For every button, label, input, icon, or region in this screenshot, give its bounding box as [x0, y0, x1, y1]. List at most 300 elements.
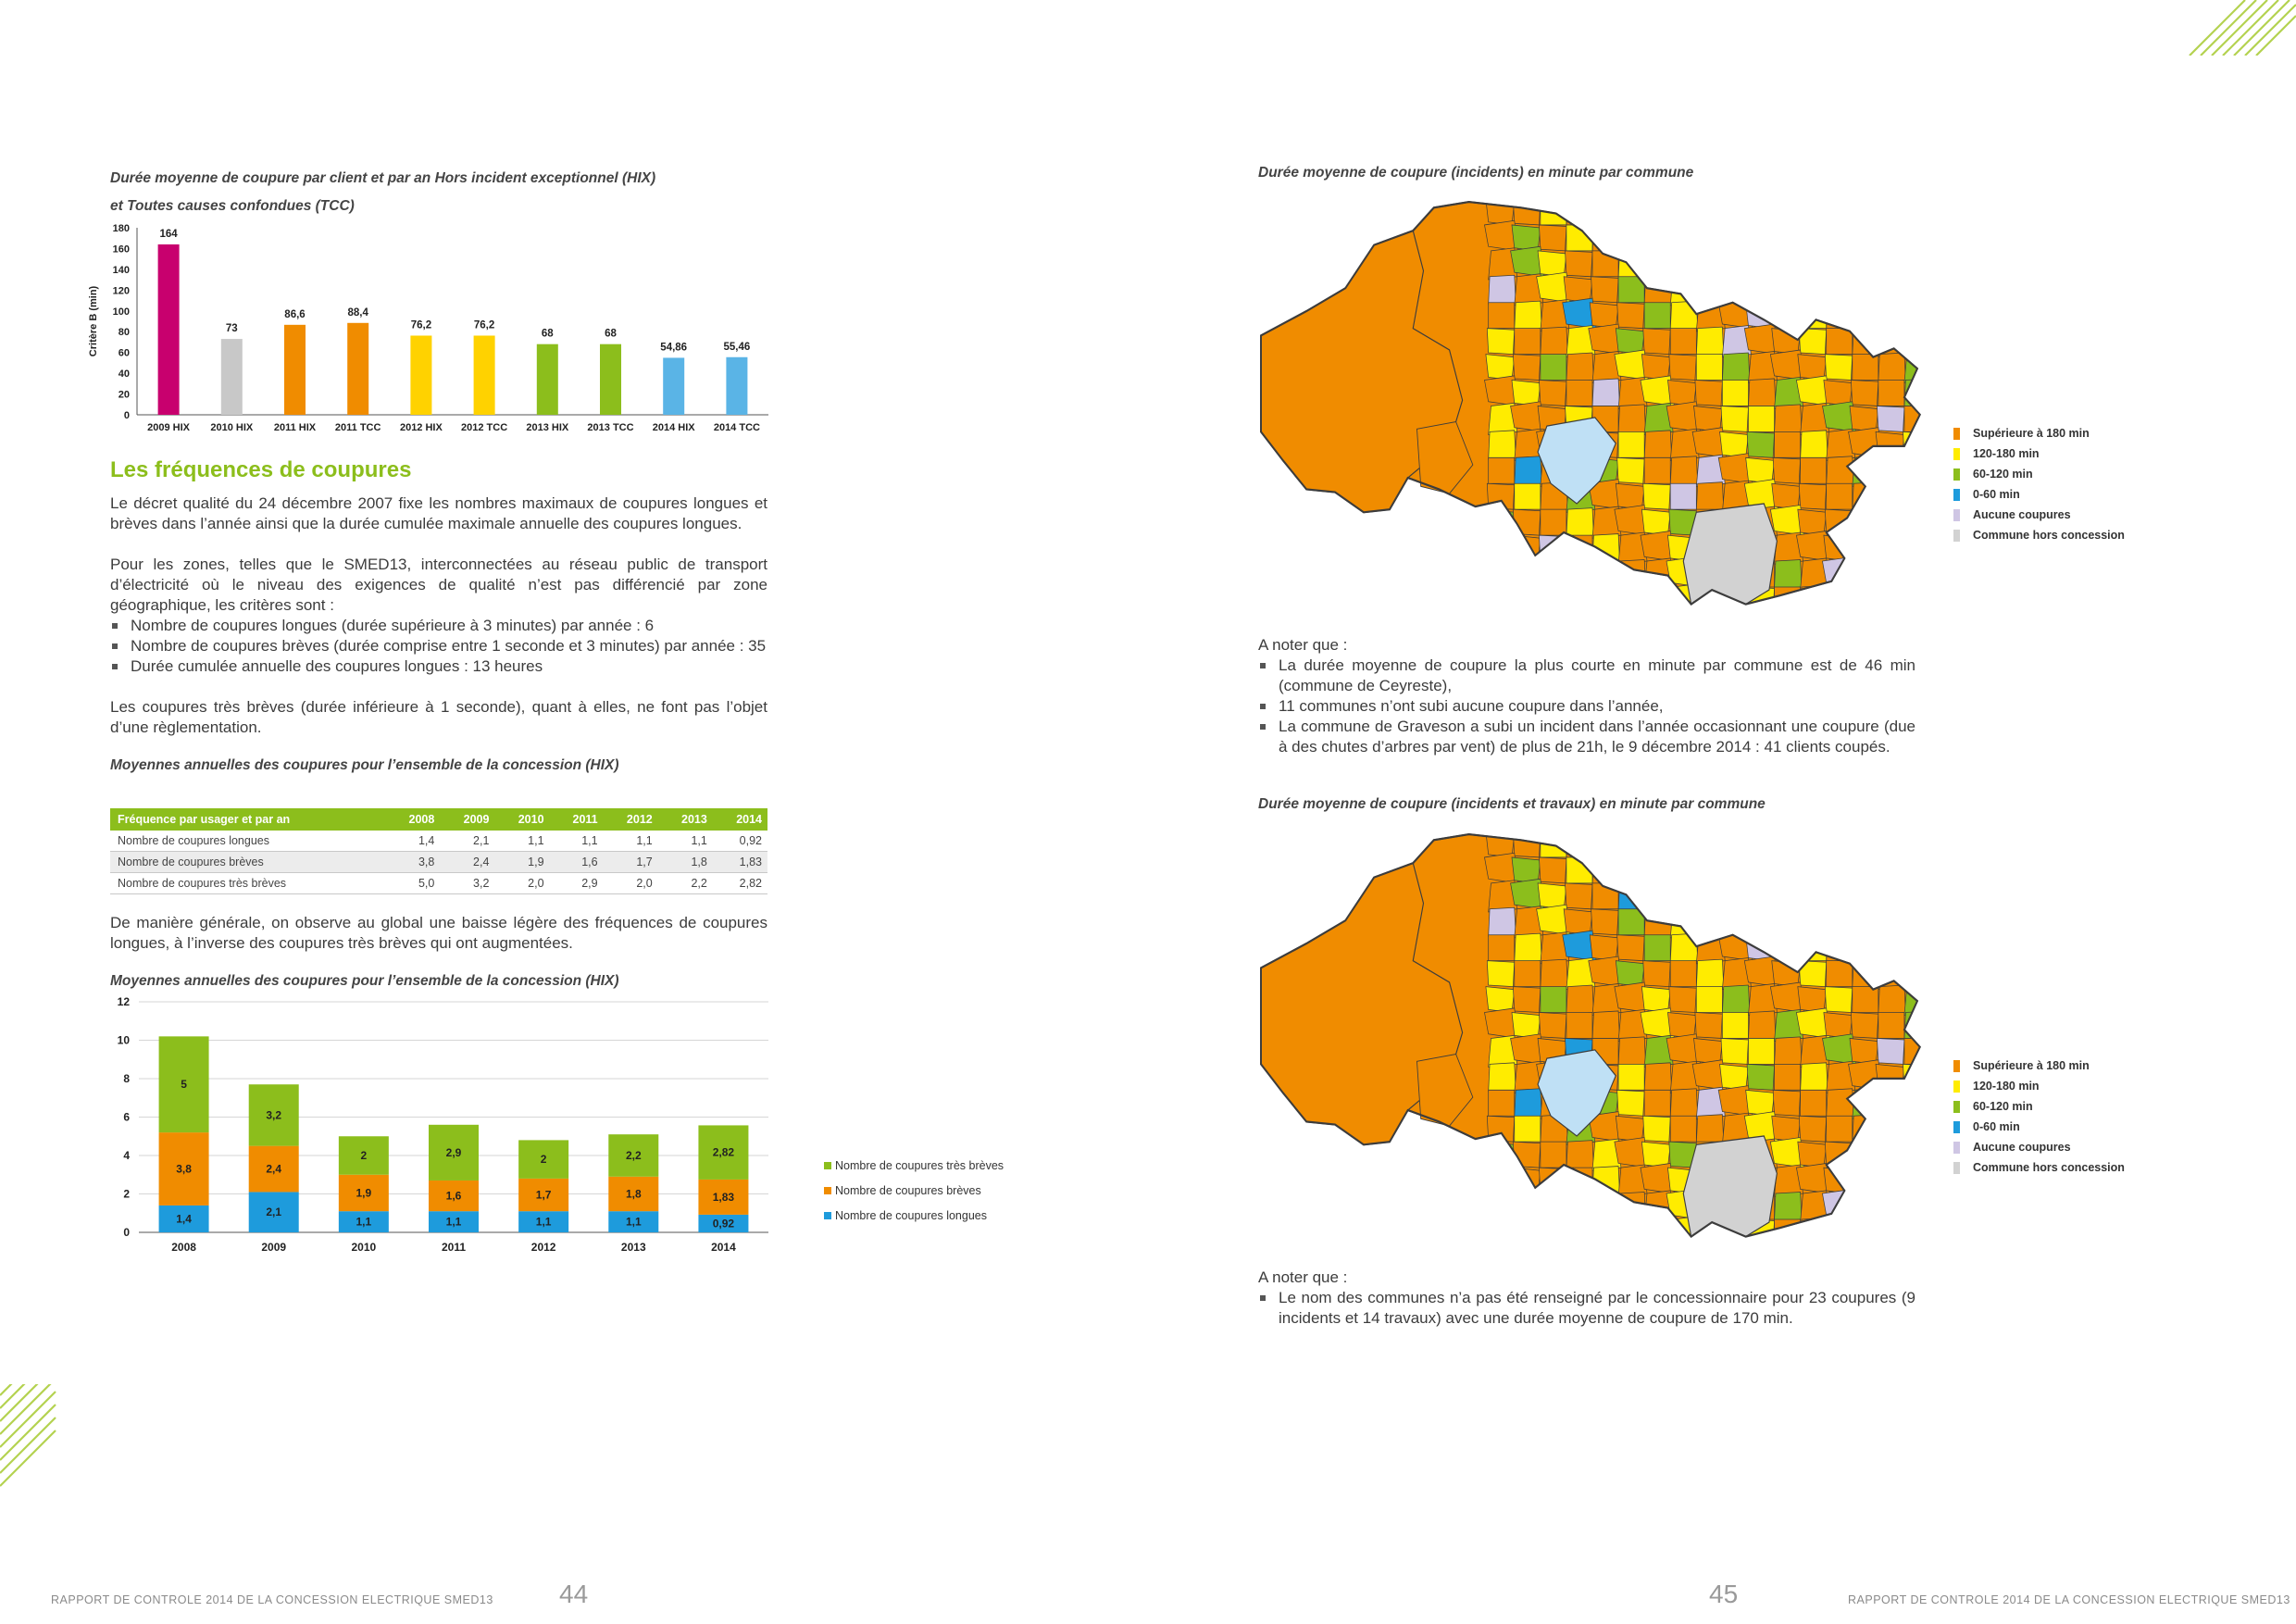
y-tick-label: 2 [123, 1187, 130, 1201]
segment-value-label: 0,92 [712, 1217, 735, 1230]
page-number-right: 45 [1709, 1580, 1739, 1608]
commune-shape [1748, 199, 1777, 228]
table-header: 2012 [604, 808, 658, 831]
criteria-item: Nombre de coupures brèves (durée comprise entre 1 seconde et 3 minutes) par année : 35 [110, 636, 767, 656]
commune-shape [1904, 1139, 1930, 1170]
commune-shape [1875, 1241, 1909, 1248]
commune-shape [1515, 456, 1541, 485]
paragraph-zones: Pour les zones, telles que le SMED13, interconnectées au réseau public de transport d’électricité où le niveau des exigences de qualité n’est pas différencié par zone géographique, les critères sont : [110, 556, 767, 614]
commune-shape [1670, 274, 1699, 306]
commune-shape [1720, 909, 1749, 935]
map-legend-item [1953, 484, 2125, 505]
commune-shape [1513, 199, 1540, 225]
commune-shape [1489, 303, 1515, 329]
x-tick-label: 2012 HIX [399, 422, 443, 433]
map-legend-swatch [1953, 1081, 1960, 1093]
segment-value-label: 2,9 [445, 1145, 462, 1159]
commune-shape [1541, 987, 1566, 1013]
commune-shape [1796, 220, 1830, 251]
x-tick-label: 2013 TCC [587, 422, 634, 433]
commune-shape [1537, 1215, 1571, 1245]
table-header: 2011 [550, 808, 604, 831]
commune-shape [1644, 1218, 1671, 1246]
commune-shape [1696, 831, 1722, 857]
commune-shape [1590, 613, 1618, 616]
commune-shape [1513, 1142, 1540, 1168]
commune-shape [1799, 961, 1826, 987]
commune-shape [1591, 909, 1618, 935]
commune-shape [1489, 1063, 1516, 1092]
commune-shape [1824, 225, 1853, 251]
commune-shape [1770, 199, 1804, 225]
legend-swatch [824, 1212, 831, 1219]
x-tick-label: 2013 HIX [526, 422, 569, 433]
commune-shape [1618, 587, 1644, 613]
commune-shape [1827, 1243, 1853, 1248]
commune-shape [1822, 879, 1856, 909]
commune-shape [1538, 561, 1566, 587]
commune-shape [1801, 1090, 1827, 1116]
commune-shape [1617, 935, 1644, 961]
commune-shape [1775, 1037, 1802, 1066]
commune-shape [1566, 1013, 1592, 1039]
commune-shape [1484, 1163, 1518, 1193]
legend-item [824, 1178, 1004, 1203]
map1-caption: Durée moyenne de coupure (incidents) en minute par commune [1258, 165, 1694, 181]
commune-shape [1694, 251, 1723, 277]
commune-shape [1670, 933, 1697, 962]
commune-shape [1539, 1013, 1566, 1039]
commune-shape [1590, 1245, 1618, 1248]
commune-shape [1541, 610, 1569, 616]
commune-shape [1903, 587, 1930, 613]
commune-shape [1904, 351, 1930, 382]
note1-item: La durée moyenne de coupure la plus courte en minute par commune est de 46 min (commune de Ceyreste), [1258, 656, 1915, 696]
table-header: 2014 [713, 808, 767, 831]
table-cell: 2,1 [440, 831, 494, 852]
commune-shape [1592, 1011, 1619, 1040]
segment-value-label: 1,1 [445, 1215, 462, 1229]
commune-shape [1773, 935, 1800, 961]
commune-shape [1696, 327, 1723, 356]
corner-stripes-top-right [2180, 0, 2296, 56]
note1-block [1258, 635, 1915, 757]
commune-shape [1849, 1215, 1883, 1245]
commune-shape [1694, 883, 1723, 909]
commune-shape [1670, 329, 1696, 355]
commune-shape [1718, 1241, 1753, 1248]
criteria-item: Nombre de coupures longues (durée supérieure à 3 minutes) par année : 6 [110, 616, 767, 636]
commune-shape [1513, 355, 1540, 381]
commune-shape [1801, 303, 1827, 329]
commune-shape [1801, 1063, 1828, 1092]
commune-shape [1775, 222, 1803, 254]
criteria-item: Durée cumulée annuelle des coupures longues : 13 heures [110, 656, 767, 677]
commune-shape [1513, 509, 1540, 535]
commune-shape [1670, 961, 1696, 987]
commune-shape [1487, 961, 1514, 987]
commune-shape [1696, 1243, 1725, 1248]
commune-shape [1875, 1086, 1909, 1117]
commune-shape [1722, 381, 1748, 406]
segment-value-label: 2,82 [712, 1145, 735, 1159]
commune-shape [1827, 274, 1855, 306]
commune-shape [1670, 456, 1697, 485]
commune-shape [1484, 531, 1518, 561]
legend-label: Nombre de coupures brèves [835, 1183, 981, 1197]
commune-shape [1513, 831, 1540, 857]
commune-shape [1644, 303, 1670, 329]
y-tick-label: 10 [117, 1033, 130, 1047]
commune-shape [1773, 1090, 1800, 1116]
commune-shape [1827, 584, 1855, 616]
commune-shape [1748, 883, 1774, 909]
commune-shape [1747, 1064, 1774, 1090]
commune-shape [1775, 277, 1801, 303]
table-cell: 1,9 [494, 852, 549, 873]
commune-shape [1721, 1038, 1748, 1064]
commune-shape [1851, 225, 1878, 251]
corner-stripes-left [0, 1384, 57, 1495]
segment-value-label: 2,4 [266, 1162, 282, 1176]
legend-item [824, 1153, 1004, 1178]
commune-shape [1904, 223, 1930, 252]
commune-shape [1748, 831, 1777, 860]
commune-shape [1799, 483, 1826, 509]
commune-shape [1775, 431, 1801, 457]
commune-shape [1515, 961, 1541, 987]
map-legend-swatch [1953, 1121, 1960, 1133]
commune-shape [1825, 987, 1852, 1013]
commune-shape [1904, 506, 1930, 538]
map-legend-label: 120-180 min [1973, 447, 2040, 460]
frequency-table [110, 808, 767, 894]
map-legend-label: Aucune coupures [1973, 508, 2071, 521]
commune-shape [1667, 857, 1696, 883]
commune-shape [1876, 587, 1904, 613]
commune-shape [1722, 199, 1749, 226]
commune-shape [1904, 1193, 1930, 1219]
table-cell: Nombre de coupures brèves [110, 852, 385, 873]
commune-shape [1801, 907, 1828, 936]
commune-shape [1692, 272, 1727, 303]
commune-shape [1695, 225, 1722, 251]
commune-shape [1489, 1218, 1516, 1246]
commune-shape [1618, 249, 1645, 278]
commune-shape [1696, 987, 1722, 1013]
map-legend-swatch [1953, 1162, 1960, 1174]
note2-item: Le nom des communes n’a pas été renseigné par le concessionnaire pour 23 coupures (9 incidents et 14 travaux) avec une durée moyenne de coupure de 170 min. [1258, 1288, 1915, 1329]
commune-shape [1696, 610, 1725, 616]
segment-value-label: 2,2 [625, 1149, 642, 1162]
map-legend-label: 60-120 min [1973, 468, 2033, 481]
commune-shape [1566, 1193, 1592, 1219]
commune-shape [1748, 251, 1774, 277]
commune-shape [1825, 355, 1852, 381]
commune-shape [1487, 483, 1514, 509]
commune-shape [1748, 856, 1775, 884]
bar-value-label: 54,86 [660, 342, 688, 354]
commune-shape [1773, 303, 1800, 329]
map-legend-item [1953, 423, 2125, 443]
commune-shape [1827, 906, 1855, 938]
commune-shape [1721, 406, 1748, 431]
commune-shape [1537, 582, 1571, 613]
commune-shape [1487, 1116, 1514, 1142]
commune-shape [1801, 457, 1827, 483]
commune-shape [1775, 249, 1802, 278]
segment-value-label: 1,7 [535, 1188, 552, 1202]
commune-shape [1666, 246, 1701, 277]
commune-shape [1876, 1064, 1904, 1090]
bar-value-label: 55,46 [723, 341, 751, 353]
commune-shape [1515, 1089, 1541, 1118]
table-header-row [110, 808, 767, 831]
commune-shape [1903, 277, 1930, 303]
commune-shape [1643, 961, 1670, 987]
note1-item: La commune de Graveson a subi un incident dans l’année occasionnant une coupure (due à des chutes d’arbres par vent) de plus de 21h, le 9 décembre 2014 : 41 clients coupés. [1258, 717, 1915, 757]
commune-shape [1904, 534, 1930, 563]
commune-shape [1541, 959, 1567, 988]
commune-shape [1670, 1089, 1697, 1118]
commune-shape [1618, 1064, 1644, 1090]
legend-label: Nombre de coupures longues [835, 1208, 987, 1222]
chart1-caption-line2: et Toutes causes confondues (TCC) [110, 198, 355, 214]
x-tick-label: 2009 [261, 1241, 287, 1254]
commune-shape [1511, 556, 1545, 587]
map-legend-label: Aucune coupures [1973, 1141, 2071, 1154]
commune-shape [1566, 353, 1593, 381]
commune-shape [1641, 199, 1670, 225]
commune-shape [1902, 1090, 1930, 1116]
commune-shape [1878, 985, 1905, 1014]
commune-shape [1902, 303, 1930, 329]
commune-shape [1748, 1038, 1774, 1064]
commune-shape [1670, 1243, 1697, 1248]
y-tick-label: 160 [112, 244, 130, 256]
commune-shape [1592, 199, 1621, 228]
commune-shape [1641, 831, 1670, 857]
table-cell: 2,2 [658, 873, 713, 894]
segment-value-label: 1,1 [625, 1215, 642, 1229]
commune-shape [1566, 381, 1592, 406]
commune-shape [1489, 431, 1516, 459]
commune-hors-concession [1683, 504, 1777, 605]
table-cell: 2,9 [550, 873, 604, 894]
table-cell: 2,82 [713, 873, 767, 894]
x-tick-label: 2010 [351, 1241, 377, 1254]
commune-shape [1615, 199, 1649, 225]
y-tick-label: 80 [118, 327, 130, 339]
commune-shape [1904, 831, 1930, 860]
commune-shape [1850, 251, 1878, 277]
x-tick-label: 2012 [530, 1241, 556, 1254]
segment-value-label: 1,8 [625, 1187, 642, 1201]
legend-swatch [824, 1187, 831, 1194]
commune-shape [1722, 831, 1749, 858]
commune-shape [1853, 327, 1879, 356]
map1-legend [1953, 423, 2125, 545]
commune-shape [1746, 1245, 1775, 1248]
commune-shape [1903, 1064, 1930, 1090]
commune-shape [1541, 355, 1566, 381]
x-tick-label: 2012 TCC [461, 422, 508, 433]
commune-shape [1878, 481, 1907, 512]
commune-shape [1669, 987, 1696, 1013]
y-tick-label: 60 [118, 347, 130, 359]
footer-right-title: RAPPORT DE CONTROLE 2014 DE LA CONCESSION ELECTRIQUE SMED13 [1848, 1593, 2290, 1606]
commune-shape [1541, 509, 1566, 535]
segment-value-label: 5 [181, 1078, 187, 1092]
paragraph-conclusion: De manière générale, on observe au global une baisse légère des fréquences de coupures longues, à l’inverse des coupures très brèves qui ont augmentées. [110, 914, 767, 952]
commune-shape [1489, 457, 1515, 483]
table-header: Fréquence par usager et par an [110, 808, 385, 831]
commune-shape [1722, 1013, 1748, 1039]
commune-shape [1692, 905, 1727, 935]
commune-hors-concession [1683, 1136, 1777, 1237]
commune-shape [1539, 225, 1566, 251]
commune-shape [1851, 1013, 1878, 1039]
commune-shape [1563, 608, 1597, 616]
commune-shape [1878, 1013, 1904, 1039]
commune-shape [1489, 275, 1516, 304]
commune-shape [1541, 1243, 1569, 1248]
commune-shape [1641, 220, 1675, 251]
commune-shape [1618, 881, 1645, 910]
commune-shape [1696, 199, 1722, 225]
commune-shape [1798, 199, 1827, 225]
x-tick-label: 2014 HIX [652, 422, 695, 433]
legend-label: Nombre de coupures très brèves [835, 1158, 1004, 1172]
commune-shape [1515, 1217, 1543, 1248]
map-legend-label: Supérieure à 180 min [1973, 427, 2090, 440]
commune-shape [1592, 1193, 1618, 1219]
commune-shape [1644, 881, 1673, 912]
commune-shape [1489, 613, 1515, 616]
map-legend-item [1953, 1056, 2125, 1076]
commune-shape [1853, 932, 1881, 964]
table-row [110, 831, 767, 852]
table-cell: 1,8 [658, 852, 713, 873]
commune-shape [1801, 935, 1827, 961]
commune-shape [1877, 561, 1903, 587]
commune-shape [1644, 248, 1673, 280]
commune-shape [1718, 608, 1753, 616]
commune-shape [1876, 1219, 1904, 1245]
commune-shape [1617, 457, 1644, 483]
commune-shape [1901, 1112, 1930, 1143]
commune-shape [1773, 1245, 1800, 1248]
y-tick-label: 8 [123, 1072, 130, 1085]
table-cell: Nombre de coupures longues [110, 831, 385, 852]
commune-shape [1670, 906, 1699, 938]
commune-shape [1644, 585, 1671, 614]
commune-shape [1878, 857, 1904, 883]
commune-shape [1515, 1243, 1541, 1248]
commune-shape [1669, 831, 1696, 857]
duration-bar-chart [74, 213, 787, 444]
note1-intro: A noter que : [1258, 636, 1348, 654]
commune-shape [1539, 857, 1566, 883]
bar [284, 325, 306, 415]
commune-shape [1796, 853, 1830, 883]
commune-shape [1827, 961, 1853, 987]
x-tick-label: 2011 HIX [273, 422, 317, 433]
segment-value-label: 1,6 [445, 1189, 462, 1203]
commune-shape [1515, 301, 1541, 330]
table-cell: 1,4 [385, 831, 440, 852]
map-legend-swatch [1953, 468, 1960, 481]
chart1-caption [110, 165, 655, 220]
commune-shape [1901, 956, 1930, 987]
map-legend-item [1953, 1157, 2125, 1178]
y-axis-label: Critère B (min) [88, 285, 99, 357]
x-tick-label: 2010 HIX [210, 422, 254, 433]
map-group [1261, 831, 1930, 1248]
map-legend-item [1953, 1076, 2125, 1096]
commune-shape [1849, 905, 1883, 935]
map-legend-swatch [1953, 428, 1960, 440]
map2-legend [1953, 1056, 2125, 1178]
commune-shape [1669, 355, 1696, 381]
commune-shape [1878, 1113, 1907, 1144]
commune-shape [1515, 329, 1541, 355]
bar-value-label: 76,2 [410, 319, 432, 331]
paragraph-tres-breves: Les coupures très brèves (durée inférieure à 1 seconde), quant à elles, ne font pas l’objet d’une règlementation. [110, 698, 767, 736]
map-legend-swatch [1953, 530, 1960, 542]
map-group [1261, 199, 1930, 616]
commune-shape [1489, 935, 1515, 961]
y-tick-label: 120 [112, 285, 130, 297]
commune-shape [1618, 1037, 1645, 1066]
commune-shape [1825, 199, 1852, 225]
map-legend-label: Commune hors concession [1973, 1161, 2125, 1174]
bar-value-label: 73 [225, 323, 238, 335]
commune-shape [1592, 831, 1621, 860]
commune-shape [1564, 1219, 1592, 1245]
commune-shape [1801, 613, 1827, 616]
commune-shape [1801, 1245, 1827, 1248]
commune-map-incidents-travaux [1254, 831, 1930, 1248]
legend-item [824, 1203, 1004, 1228]
commune-shape [1773, 457, 1800, 483]
commune-shape [1851, 1168, 1878, 1193]
map-legend-swatch [1953, 448, 1960, 460]
commune-shape [1748, 1011, 1775, 1040]
commune-shape [1721, 251, 1748, 277]
table-cell: 3,2 [440, 873, 494, 894]
commune-shape [1827, 1089, 1853, 1118]
commune-shape [1489, 1191, 1517, 1222]
table-cell: 2,0 [494, 873, 549, 894]
commune-shape [1770, 831, 1804, 857]
x-tick-label: 2011 [441, 1241, 467, 1254]
map-legend-swatch [1953, 1101, 1960, 1113]
commune-shape [1827, 329, 1853, 355]
commune-shape [1644, 1245, 1670, 1248]
commune-shape [1801, 275, 1828, 304]
map-legend-item [1953, 1137, 2125, 1157]
commune-shape [1564, 587, 1592, 613]
commune-shape [1643, 483, 1670, 509]
commune-shape [1566, 1141, 1593, 1169]
table-header: 2013 [658, 808, 713, 831]
commune-shape [1853, 355, 1878, 381]
segment-value-label: 3,8 [176, 1162, 192, 1176]
commune-shape [1853, 300, 1881, 331]
commune-shape [1773, 613, 1800, 616]
y-tick-label: 180 [112, 223, 130, 234]
